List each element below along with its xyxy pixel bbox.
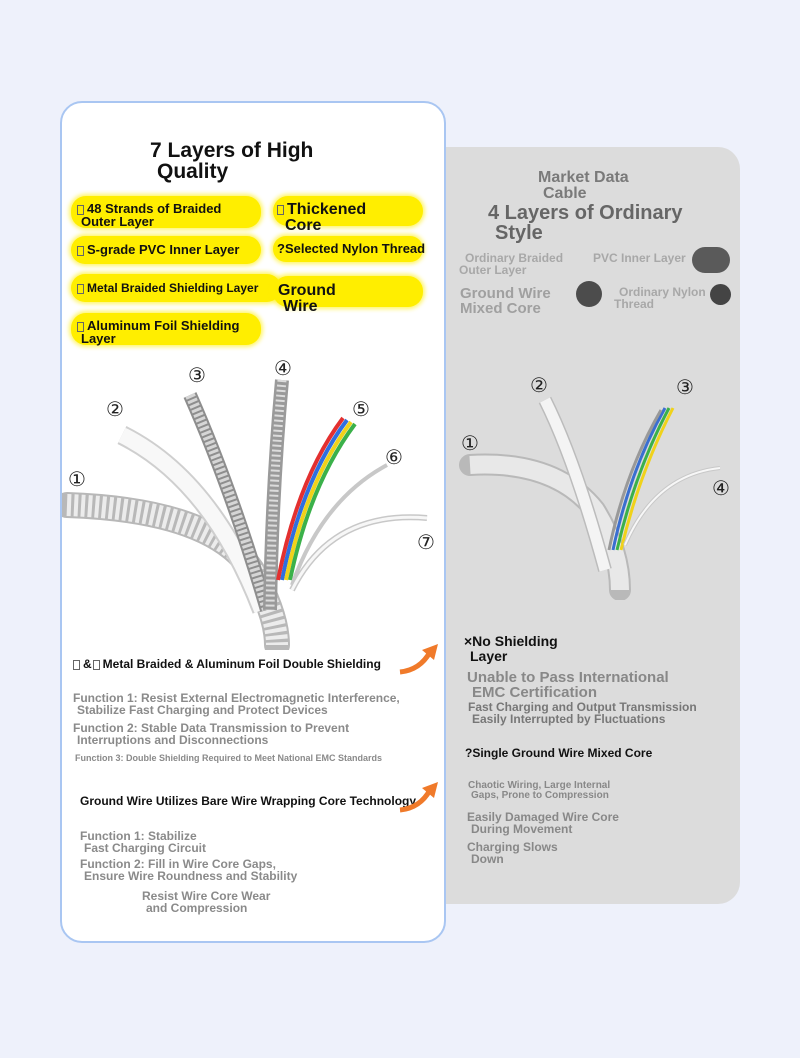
feature-text: Metal Braided Shielding Layer — [87, 281, 259, 295]
ground-function-1 — [80, 830, 206, 854]
note-line: During Movement — [471, 822, 573, 836]
label-line: Mixed Core — [460, 300, 541, 317]
note-line: Unable to Pass International — [467, 669, 669, 686]
feature-ground-wire — [273, 276, 423, 315]
note-line: EMC Certification — [472, 684, 598, 701]
layer-number: ② — [530, 373, 548, 397]
feature-text: Core — [285, 217, 322, 234]
note-line: Resist Wire Core Wear — [142, 889, 271, 903]
feature-braided-outer — [71, 196, 261, 228]
feature-text: Thickened — [287, 201, 367, 218]
fast-charging-note — [468, 701, 697, 725]
function-line: Function 1: Stabilize — [80, 829, 197, 843]
ground-wire-heading: Ground Wire Utilizes Bare Wire Wrapping Core Technology — [80, 794, 417, 808]
feature-text: Wire — [283, 298, 318, 315]
label-line: Ground Wire — [460, 285, 551, 302]
title-line: Quality — [157, 160, 229, 183]
dark-marker — [576, 281, 602, 307]
market-cable-subtitle — [538, 170, 629, 202]
no-shielding-heading — [464, 634, 558, 664]
single-ground-heading: ?Single Ground Wire Mixed Core — [465, 746, 653, 760]
orange-arrow-icon — [398, 642, 440, 676]
layer-number: ① — [461, 431, 479, 455]
shield-function-1 — [73, 692, 400, 716]
heading-text: Metal Braided & Aluminum Foil Double Shielding — [102, 657, 381, 671]
resist-wear-note — [142, 890, 270, 914]
checkbox-icon — [277, 205, 284, 215]
note-line: Easily Damaged Wire Core — [467, 810, 619, 824]
shield-function-2 — [73, 722, 349, 746]
ground-mixed-label — [460, 286, 551, 316]
chaotic-note — [468, 781, 610, 801]
title-line: 4 Layers of Ordinary — [488, 202, 683, 224]
feature-thickened-core — [273, 196, 423, 234]
ground-function-2 — [80, 858, 297, 882]
note-line: Easily Interrupted by Fluctuations — [472, 712, 666, 726]
note-line: Down — [471, 852, 504, 866]
checkbox-icon — [77, 284, 84, 294]
charging-slows-note — [467, 841, 558, 865]
layer-number: ② — [106, 397, 124, 421]
title-line: Style — [495, 222, 543, 244]
ordinary-nylon-label — [614, 286, 706, 310]
layer-number: ③ — [188, 363, 206, 387]
label-line: Ordinary Braided — [465, 251, 564, 265]
dark-marker — [692, 247, 730, 273]
heading-line: Layer — [470, 648, 508, 664]
feature-pvc-inner — [71, 236, 261, 264]
layer-number: ⑥ — [385, 445, 403, 469]
function-line: Stabilize Fast Charging and Protect Devices — [77, 703, 328, 717]
feature-text: ?Selected Nylon Thread — [277, 241, 426, 256]
feature-text: Layer — [81, 331, 116, 346]
feature-text: Aluminum Foil Shielding — [87, 318, 240, 333]
ordinary-cable-illustration — [455, 360, 740, 600]
function-line: Function 2: Fill in Wire Core Gaps, — [80, 857, 276, 871]
subtitle-line: Cable — [543, 185, 587, 202]
layer-number: ⑤ — [352, 397, 370, 421]
note-line: Gaps, Prone to Compression — [471, 790, 609, 801]
title-line: 7 Layers of High — [150, 139, 314, 162]
dark-marker — [710, 284, 731, 305]
checkbox-icon — [73, 660, 80, 670]
feature-nylon-thread — [273, 236, 426, 262]
layer-number: ① — [68, 467, 86, 491]
damaged-note — [467, 811, 619, 835]
feature-aluminum-foil — [71, 313, 261, 345]
feature-metal-braided — [71, 274, 281, 302]
function-line: Fast Charging Circuit — [84, 841, 207, 855]
feature-text: S-grade PVC Inner Layer — [87, 242, 240, 257]
function-line: Interruptions and Disconnections — [77, 733, 269, 747]
ordinary-title — [488, 203, 683, 243]
function-line: Ensure Wire Roundness and Stability — [84, 869, 298, 883]
ordinary-braided-label — [459, 252, 563, 276]
heading-prefix: & — [83, 657, 92, 671]
checkbox-icon — [93, 660, 100, 670]
feature-text: Ground — [278, 282, 336, 299]
layer-number: ④ — [712, 476, 730, 500]
orange-arrow-icon — [398, 780, 440, 814]
heading-line: ×No Shielding — [464, 633, 558, 649]
label-line: Outer Layer — [459, 263, 527, 277]
layer-number: ⑦ — [417, 530, 435, 554]
layer-number: ④ — [274, 356, 292, 380]
layer-number: ③ — [676, 375, 694, 399]
note-line: Charging Slows — [467, 840, 558, 854]
function-line: Function 2: Stable Data Transmission to Prevent — [73, 721, 350, 735]
emc-note — [467, 670, 669, 700]
note-line: and Compression — [146, 901, 248, 915]
pvc-label: PVC Inner Layer — [593, 251, 686, 265]
shield-function-3: Function 3: Double Shielding Required to Meet National EMC Standards — [75, 753, 383, 763]
high-quality-title — [150, 140, 313, 182]
feature-text: 48 Strands of Braided — [87, 201, 222, 216]
function-line: Function 1: Resist External Electromagnetic Interference, — [73, 691, 400, 705]
feature-text: Outer Layer — [81, 214, 154, 229]
subtitle-line: Market Data — [538, 169, 629, 186]
note-line: Fast Charging and Output Transmission — [468, 700, 697, 714]
note-line: Chaotic Wiring, Large Internal — [468, 780, 611, 791]
label-line: Thread — [614, 297, 655, 311]
label-line: Ordinary Nylon — [619, 285, 706, 299]
checkbox-icon — [77, 246, 84, 256]
double-shielding-heading — [73, 657, 381, 671]
